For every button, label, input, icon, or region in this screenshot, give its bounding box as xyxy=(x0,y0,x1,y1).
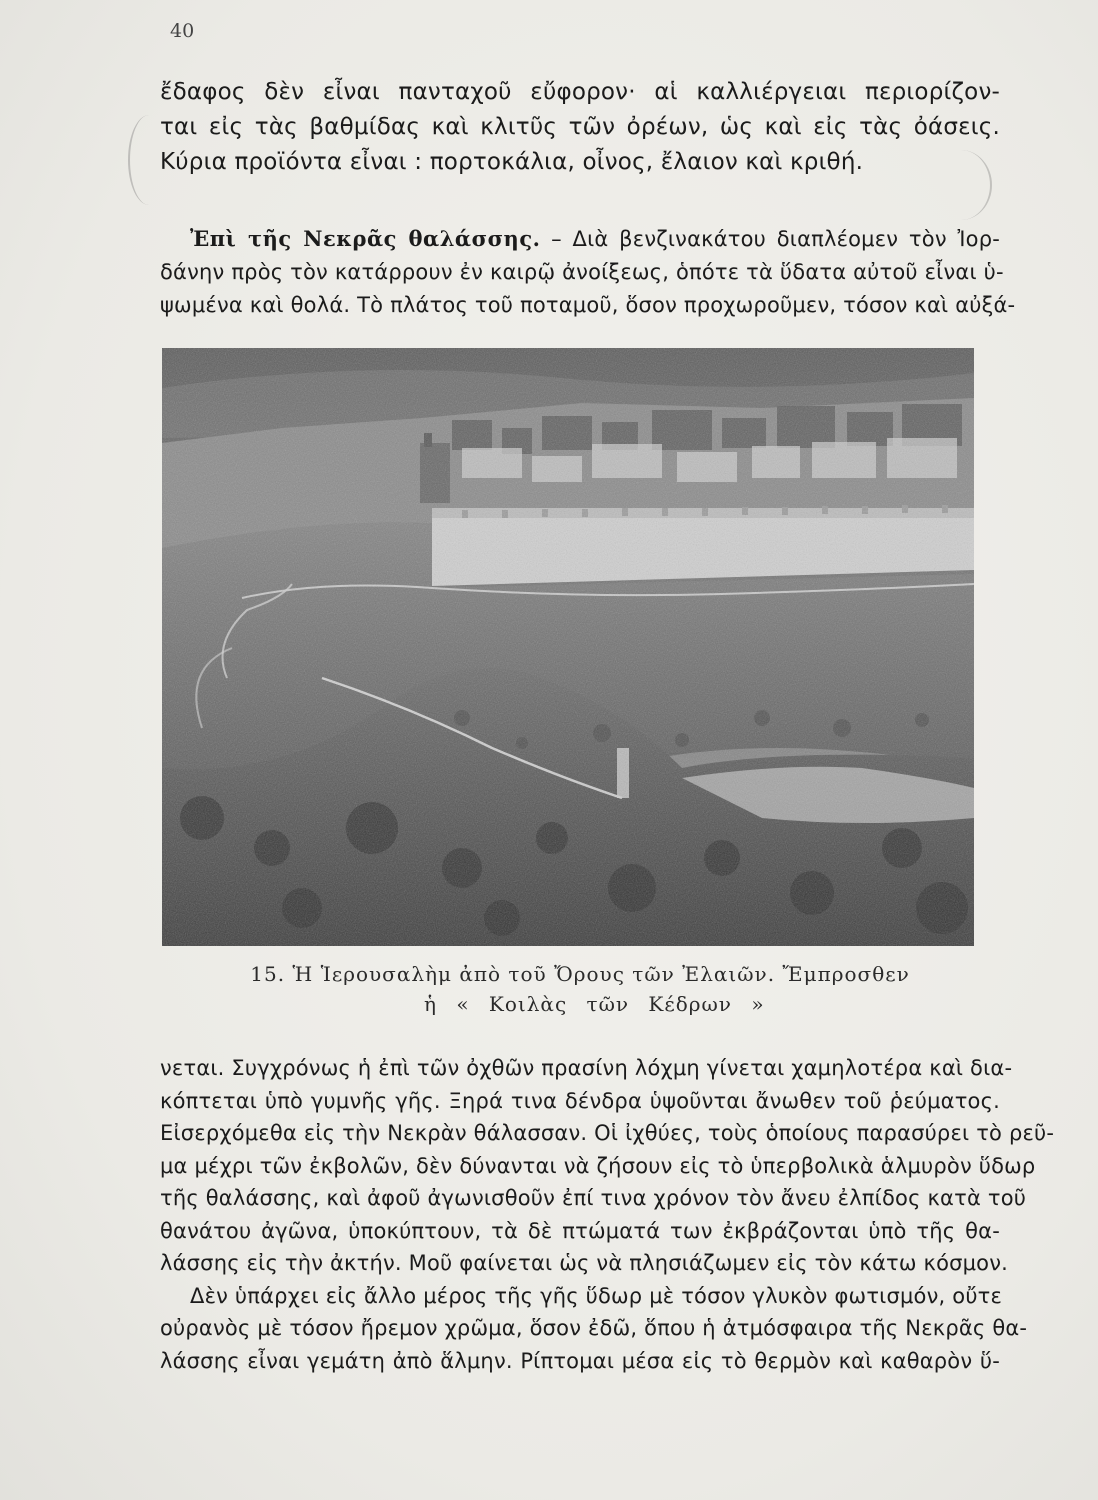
section-heading: Ἐπὶ τῆς Νεκρᾶς θαλάσσης. xyxy=(190,226,541,251)
text-line: νεται. Συγχρόνως ἡ ἐπὶ τῶν ὀχθῶν πρασίνη λόχμη γίνεται χαμηλοτέρα καὶ δια- xyxy=(160,1056,1013,1080)
text-line: ἔδαφος δὲν εἶναι πανταχοῦ εὔφορον· αἱ καλλιέργειαι περιορίζον- xyxy=(160,79,1000,105)
text-line: δάνην πρὸς τὸν κατάρρουν ἐν καιρῷ ἀνοίξεως, ὁπότε τὰ ὕδατα αὐτοῦ εἶναι ὑ- xyxy=(160,260,1004,284)
figure-caption-continued: ἡ « Κοιλὰς τῶν Κέδρων » xyxy=(424,992,765,1016)
text-line: Δὲν ὑπάρχει εἰς ἄλλο μέρος τῆς γῆς ὕδωρ μὲ τόσον γλυκὸν φωτισμόν, οὔτε xyxy=(190,1283,1003,1308)
jerusalem-photograph xyxy=(162,348,974,946)
text-line: μα μέχρι τῶν ἐκβολῶν, δὲν δύνανται νὰ ζήσουν εἰς τὸ ὑπερβολικὰ ἁλμυρὸν ὕδωρ xyxy=(160,1153,1036,1178)
text-line: θανάτου ἀγῶνα, ὑποκύπτουν, τὰ δὲ πτώματά των ἐκβράζονται ὑπὸ τῆς θα- xyxy=(160,1218,1000,1243)
text-fragment: – Διὰ βενζινακάτου διαπλέομεν τὸν Ἰορ- xyxy=(540,227,1000,251)
dead-sea-paragraph xyxy=(160,222,1016,322)
text-line: κόπτεται ὑπὸ γυμνῆς γῆς. Ξηρά τινα δένδρα ὑψοῦνται ἄνωθεν τοῦ ῥεύματος. xyxy=(160,1088,1000,1113)
text-line: λάσσης εἰς τὴν ἀκτήν. Μοῦ φαίνεται ὡς νὰ πλησιάζωμεν εἰς τὸν κάτω κόσμον. xyxy=(160,1251,1009,1275)
text-line xyxy=(160,222,1000,256)
text-line: ψωμένα καὶ θολά. Τὸ πλάτος τοῦ ποταμοῦ, ὅσον προχωροῦμεν, τόσον καὶ αὐξά- xyxy=(160,293,1016,317)
text-line: Εἰσερχόμεθα εἰς τὴν Νεκρὰν θάλασσαν. Οἱ ἰχθύες, τοὺς ὁποίους παρασύρει τὸ ρεῦ- xyxy=(160,1121,1055,1145)
text-line: λάσσης εἶναι γεμάτη ἀπὸ ἅλμην. Ρίπτομαι μέσα εἰς τὸ θερμὸν καὶ καθαρὸν ὕ- xyxy=(160,1348,1000,1373)
bottom-paragraph xyxy=(160,1052,1055,1377)
text-line: Κύρια προϊόντα εἶναι : πορτοκάλια, οἶνος, ἔλαιον καὶ κριθή. xyxy=(160,149,864,175)
page-number: 40 xyxy=(170,20,195,42)
figure-caption: 15. Ἡ Ἱερουσαλὴμ ἀπὸ τοῦ Ὄρους τῶν Ἐλαιῶν. Ἔμπροσθεν xyxy=(250,962,910,986)
text-line: τῆς θαλάσσης, καὶ ἀφοῦ ἀγωνισθοῦν ἐπί τινα χρόνον τὸν ἄνευ ἐλπίδος κατὰ τοῦ xyxy=(160,1186,1027,1210)
text-line: οὐρανὸς μὲ τόσον ἤρεμον χρῶμα, ὅσον ἐδῶ, ὅπου ἡ ἀτμόσφαιρα τῆς Νεκρᾶς θα- xyxy=(160,1316,1028,1340)
top-paragraph xyxy=(160,75,1000,180)
text-line: ται εἰς τὰς βαθμίδας καὶ κλιτῦς τῶν ὀρέων, ὡς καὶ εἰς τὰς ὀάσεις. xyxy=(160,114,1000,140)
